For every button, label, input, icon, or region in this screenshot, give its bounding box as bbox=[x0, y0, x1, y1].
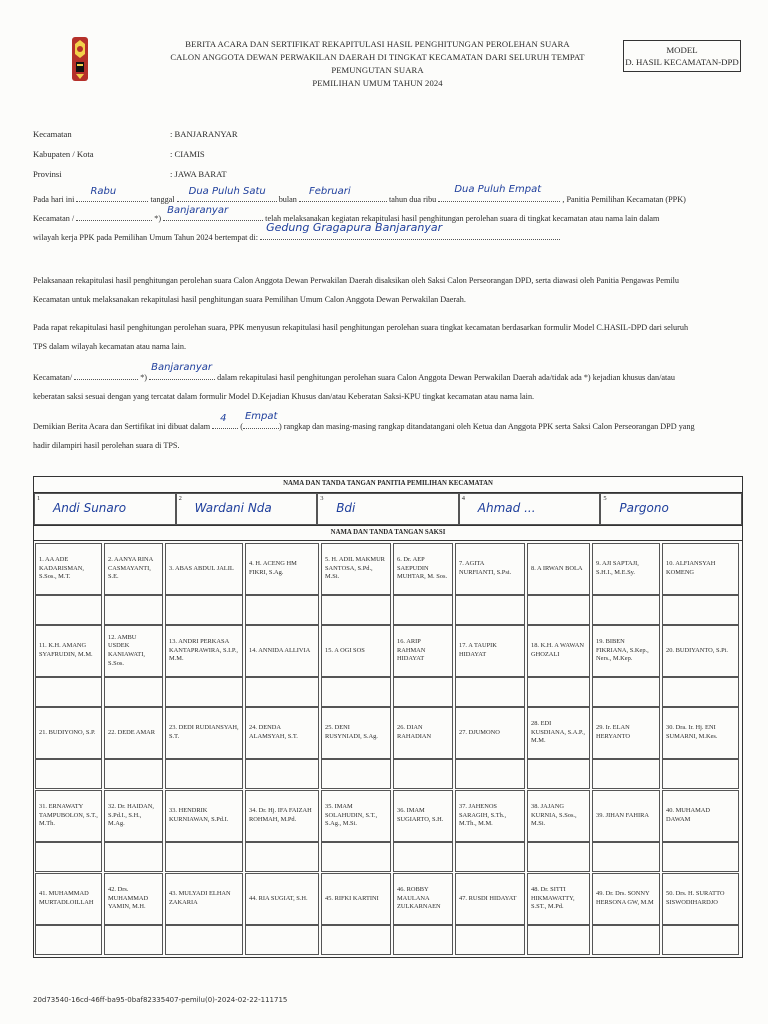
saksi-name-cell bbox=[245, 790, 319, 842]
paragraph-demikian-line-2: hadir dilampiri hasil perolehan suara di TPS. bbox=[33, 441, 180, 450]
saksi-name: 20. BUDIYANTO, S.Pi. bbox=[666, 646, 729, 654]
saksi-signature-cell bbox=[245, 595, 319, 625]
saksi-signature-cell bbox=[592, 677, 660, 707]
saksi-grid bbox=[34, 541, 742, 957]
saksi-name: 47. RUSDI HIDAYAT bbox=[459, 894, 517, 902]
tahun-field bbox=[438, 184, 560, 202]
saksi-name: 18. K.H. A WAWAN GHOZALI bbox=[531, 642, 584, 658]
saksi-name-cell bbox=[592, 790, 660, 842]
saksi-name: 4. H. ACENG HM FIKRI, S.Ag. bbox=[249, 560, 297, 576]
saksi-name-cell bbox=[393, 790, 453, 842]
ppk-header: NAMA DAN TANDA TANGAN PANITIA PEMILIHAN KECAMATAN bbox=[34, 477, 742, 493]
ppk-signature: Ahmad ... bbox=[477, 501, 536, 515]
saksi-signature-cell bbox=[393, 842, 453, 872]
pelaksanaan-line-2: Kecamatan untuk melaksanakan rekapitulasi hasil penghitungan suara Pemilihan Umum Calon Anggota Dewan Perwakilan Daerah. bbox=[33, 295, 466, 304]
saksi-name-cell bbox=[321, 873, 391, 925]
saksi-name: 15. A OGI SOS bbox=[325, 646, 365, 654]
saksi-name-cell bbox=[245, 707, 319, 759]
saksi-name: 6. Dr. AEP SAEPUDIN MUHTAR, M. Sos. bbox=[397, 556, 448, 581]
saksi-name: 22. DEDE AMAR bbox=[108, 728, 156, 736]
saksi-name: 49. Dr. Drs. SONNY HERSONA GW, M.M bbox=[596, 890, 654, 906]
demikian-rest: rangkap dan masing-masing rangkap ditandatangani oleh Ketua dan Anggota PPK serta Saksi Calon Perseorangan DPD yang bbox=[283, 422, 695, 431]
saksi-signature-cell bbox=[35, 595, 102, 625]
saksi-name-cell bbox=[104, 707, 163, 759]
kecamatan-field bbox=[163, 205, 263, 221]
saksi-signature-cell bbox=[455, 842, 525, 872]
saksi-name-cell bbox=[104, 543, 163, 595]
saksi-signature-cell bbox=[245, 842, 319, 872]
saksi-name: 27. DJUMONO bbox=[459, 728, 500, 736]
saksi-name: 44. RIA SUGIAT, S.H. bbox=[249, 894, 308, 902]
saksi-name-cell bbox=[165, 707, 243, 759]
paragraph-kejadian bbox=[33, 362, 745, 387]
ppk-signature-box bbox=[600, 493, 742, 525]
tempat-field bbox=[260, 221, 560, 240]
signature-table bbox=[33, 476, 743, 958]
saksi-signature-cell bbox=[245, 677, 319, 707]
saksi-signature-cell bbox=[455, 595, 525, 625]
saksi-name: 14. ANNIDA ALLIVIA bbox=[249, 646, 311, 654]
saksi-name: 40. MUHAMAD DAWAM bbox=[666, 807, 711, 823]
saksi-signature-cell bbox=[592, 595, 660, 625]
saksi-signature-cell bbox=[527, 677, 590, 707]
saksi-name-cell bbox=[35, 543, 102, 595]
kejadian-kecamatan-label: Kecamatan/ bbox=[33, 373, 73, 382]
saksi-signature-cell bbox=[245, 759, 319, 789]
saksi-name-cell bbox=[35, 873, 102, 925]
kejadian-field bbox=[149, 362, 215, 380]
model-box bbox=[623, 40, 741, 72]
saksi-name: 24. DENDA ALAMSYAH, S.T. bbox=[249, 724, 298, 740]
saksi-signature-cell bbox=[592, 842, 660, 872]
tanggal-label: tanggal bbox=[150, 195, 175, 204]
saksi-name: 36. IMAM SUGIARTO, S.H. bbox=[397, 807, 444, 823]
kejadian-dots bbox=[74, 370, 138, 380]
provinsi-value: : JAWA BARAT bbox=[170, 169, 227, 179]
pada-hari-ini: Pada hari ini bbox=[33, 195, 75, 204]
saksi-name-cell bbox=[662, 543, 739, 595]
saksi-name: 30. Dra. Ir. Hj. ENI SUMARNI, M.Kes. bbox=[666, 724, 718, 740]
paragraph-rapat bbox=[33, 318, 745, 356]
saksi-signature-cell bbox=[165, 759, 243, 789]
title-line-3: PEMILIHAN UMUM TAHUN 2024 bbox=[312, 78, 443, 88]
saksi-name-cell bbox=[393, 873, 453, 925]
saksi-name-cell bbox=[321, 625, 391, 677]
saksi-name: 50. Drs. H. SURATTO SISWODIHARDJO bbox=[666, 890, 725, 906]
saksi-signature-cell bbox=[455, 677, 525, 707]
ppk-signature: Wardani Nda bbox=[194, 501, 272, 515]
saksi-signature-cell bbox=[35, 759, 102, 789]
ppk-signature-row bbox=[34, 493, 742, 525]
saksi-name-cell bbox=[245, 625, 319, 677]
saksi-name: 31. ERNAWATY TAMPUBOLON, S.T., M.Th. bbox=[39, 803, 98, 828]
saksi-signature-cell bbox=[104, 595, 163, 625]
saksi-name: 32. Dr. HAIDAN, S.Pd.I., S.H., M.Ag. bbox=[108, 803, 154, 828]
ppk-signature: Andi Sunaro bbox=[53, 501, 127, 515]
saksi-name-cell bbox=[455, 543, 525, 595]
saksi-name-cell bbox=[662, 790, 739, 842]
ppk-signature-box bbox=[459, 493, 601, 525]
saksi-name-cell bbox=[527, 625, 590, 677]
saksi-name-cell bbox=[165, 543, 243, 595]
paragraph-date-line bbox=[33, 184, 743, 209]
saksi-name-cell bbox=[662, 625, 739, 677]
saksi-name: 43. MULYADI ELHAN ZAKARIA bbox=[169, 890, 231, 906]
saksi-name-cell bbox=[592, 873, 660, 925]
paragraph-pelaksanaan bbox=[33, 271, 745, 309]
saksi-name-cell bbox=[245, 873, 319, 925]
saksi-name-cell bbox=[393, 543, 453, 595]
saksi-name: 5. H. ADIL MAKMUR SANTOSA, S.Pd., M.Si. bbox=[325, 556, 385, 581]
saksi-signature-cell bbox=[662, 842, 739, 872]
saksi-name: 12. AMBU USDEK KANIAWATI, S.Sos. bbox=[108, 633, 145, 667]
saksi-name: 46. ROBBY MAULANA ZULKARNAEN bbox=[397, 886, 441, 911]
saksi-signature-cell bbox=[662, 677, 739, 707]
saksi-signature-cell bbox=[393, 677, 453, 707]
saksi-name-cell bbox=[527, 790, 590, 842]
bulan-label: bulan bbox=[278, 195, 297, 204]
saksi-signature-cell bbox=[592, 759, 660, 789]
saksi-signature-cell bbox=[527, 925, 590, 955]
saksi-name: 9. AJI SAPTAJI, S.H.I., M.E.Sy. bbox=[596, 560, 639, 576]
document-code: 20d73540-16cd-46ff-ba95-0baf82335407-pemilu(0)-2024-02-22-111715 bbox=[33, 996, 288, 1004]
provinsi-label: Provinsi bbox=[33, 169, 62, 179]
saksi-name-cell bbox=[245, 543, 319, 595]
saksi-name: 11. K.H. AMANG SYAFRUDIN, M.M. bbox=[39, 642, 93, 658]
bulan-hand: Februari bbox=[308, 186, 351, 197]
rangkap-word-field bbox=[243, 411, 279, 429]
saksi-signature-cell bbox=[393, 925, 453, 955]
saksi-signature-cell bbox=[245, 925, 319, 955]
saksi-name-cell bbox=[662, 873, 739, 925]
document-title bbox=[150, 38, 605, 90]
saksi-name: 13. ANDRI PERKASA KANTAPRAWIRA, S.I.P., M.M. bbox=[169, 638, 238, 663]
ppk-number: 2 bbox=[178, 495, 182, 502]
rapat-line-2: TPS dalam wilayah kecamatan atau nama lain. bbox=[33, 342, 187, 351]
saksi-name-cell bbox=[321, 707, 391, 759]
kecamatan-hand: Banjaranyar bbox=[167, 205, 229, 216]
saksi-signature-cell bbox=[662, 595, 739, 625]
saksi-name-cell bbox=[592, 707, 660, 759]
saksi-signature-cell bbox=[527, 595, 590, 625]
kabupaten-value: : CIAMIS bbox=[170, 149, 205, 159]
model-code: D. HASIL KECAMATAN-DPD bbox=[625, 57, 739, 67]
star-2: *) bbox=[140, 373, 148, 382]
demikian-start: Demikian Berita Acara dan Sertifikat ini dibuat dalam bbox=[33, 422, 211, 431]
saksi-name: 28. EDI KUSDIANA, S.A.P., M.M. bbox=[531, 720, 585, 745]
hari-field bbox=[76, 186, 148, 202]
saksi-signature-cell bbox=[104, 925, 163, 955]
telah-text: telah melaksanakan kegiatan rekapitulasi hasil penghitungan perolehan suara di tingkat kecamatan atau nama lain dalam bbox=[265, 214, 660, 223]
ppk-signature-box bbox=[176, 493, 318, 525]
saksi-name-cell bbox=[104, 873, 163, 925]
saksi-signature-cell bbox=[455, 925, 525, 955]
saksi-name: 25. DENI RUSYNIADI, S.Ag. bbox=[325, 724, 378, 740]
saksi-name: 38. JAJANG KURNIA, S.Sos., M.Si. bbox=[531, 803, 577, 828]
saksi-name: 26. DIAN RAHADIAN bbox=[397, 724, 432, 740]
saksi-name-cell bbox=[393, 625, 453, 677]
saksi-name-cell bbox=[455, 790, 525, 842]
saksi-name: 48. Dr. SITTI HIKMAWATTY, S.ST., M.Pd. bbox=[531, 886, 575, 911]
saksi-signature-cell bbox=[104, 759, 163, 789]
hari-hand: Rabu bbox=[90, 186, 117, 197]
saksi-name-cell bbox=[35, 790, 102, 842]
saksi-name: 16. ARIP RAHMAN HIDAYAT bbox=[397, 638, 426, 663]
rangkap-num-hand: 4 bbox=[220, 413, 227, 424]
saksi-name-cell bbox=[104, 790, 163, 842]
saksi-signature-cell bbox=[592, 925, 660, 955]
ppk-signature-box bbox=[34, 493, 176, 525]
saksi-name: 29. Ir. ELAN HERYANTO bbox=[596, 724, 630, 740]
saksi-name-cell bbox=[592, 543, 660, 595]
paragraph-wilayah-line bbox=[33, 221, 743, 247]
saksi-signature-cell bbox=[321, 925, 391, 955]
ppk-signature: Pargono bbox=[619, 501, 669, 515]
saksi-signature-cell bbox=[165, 925, 243, 955]
saksi-name: 23. DEDI RUDIANSYAH, S.T. bbox=[169, 724, 239, 740]
saksi-name-cell bbox=[104, 625, 163, 677]
saksi-name: 19. BIBEN FIKRIANA, S.Kep., Ners., M.Kep. bbox=[596, 638, 649, 663]
saksi-name: 42. Drs. MUHAMMAD YAMIN, M.H. bbox=[108, 886, 149, 911]
saksi-name-cell bbox=[393, 707, 453, 759]
rangkap-num-field bbox=[212, 413, 238, 429]
rapat-line-1: Pada rapat rekapitulasi hasil penghitungan perolehan suara, PPK menyusun rekapitulasi hasil penghitungan perolehan suara tingkat kecamatan berdasarkan formulir Model C.HASIL-DPD dari seluruh bbox=[33, 323, 689, 332]
tahun-label: tahun dua ribu bbox=[388, 195, 437, 204]
saksi-signature-cell bbox=[527, 842, 590, 872]
saksi-name: 34. Dr. Hj. IFA FAIZAH ROHMAH, M.Pd. bbox=[249, 807, 312, 823]
kecamatan-dots bbox=[76, 211, 152, 221]
saksi-signature-cell bbox=[455, 759, 525, 789]
saksi-name: 1. AA ADE KADARISMAN, S.Sos., M.T. bbox=[39, 556, 84, 581]
saksi-name: 3. ABAS ABDUL JALIL bbox=[169, 564, 234, 572]
title-line-2: CALON ANGGOTA DEWAN PERWAKILAN DAERAH DI TINGKAT KECAMATAN DARI SELURUH TEMPAT PEMUNGUTAN SUARA bbox=[170, 52, 585, 75]
saksi-signature-cell bbox=[104, 842, 163, 872]
saksi-name: 41. MUHAMMAD MURTADLOILLAH bbox=[39, 890, 94, 906]
model-label: MODEL bbox=[666, 45, 698, 55]
saksi-name-cell bbox=[662, 707, 739, 759]
saksi-name-cell bbox=[165, 625, 243, 677]
saksi-name-cell bbox=[527, 873, 590, 925]
saksi-name: 8. A IRWAN BOLA bbox=[531, 564, 583, 572]
saksi-name-cell bbox=[455, 873, 525, 925]
ppk-number: 4 bbox=[461, 495, 466, 502]
saksi-signature-cell bbox=[165, 595, 243, 625]
saksi-name-cell bbox=[527, 707, 590, 759]
panitia-label: , Panitia Pemilihan Kecamatan (PPK) bbox=[562, 195, 686, 204]
saksi-signature-cell bbox=[321, 595, 391, 625]
saksi-signature-cell bbox=[527, 759, 590, 789]
kejadian-hand: Banjaranyar bbox=[151, 362, 213, 373]
saksi-name-cell bbox=[321, 543, 391, 595]
title-line-1: BERITA ACARA DAN SERTIFIKAT REKAPITULASI HASIL PENGHITUNGAN PEROLEHAN SUARA bbox=[185, 39, 570, 49]
ppk-signature: Bdi bbox=[336, 501, 356, 515]
paragraph-demikian: Demikian Berita Acara dan Sertifikat ini dibuat dalam 4 ( Empat ) rangkap dan masing-masing rangkap ditandatangani oleh Ketua dan Anggota PPK serta Saksi Calon Perseorangan DPD yang bbox=[33, 417, 745, 436]
saksi-name: 35. IMAM SOLAHUDIN, S.T., S.Ag., M.Si. bbox=[325, 803, 378, 828]
saksi-name: 17. A TAUPIK HIDAYAT bbox=[459, 642, 497, 658]
saksi-name: 2. AANYA RINA CASMAYANTI, S.E. bbox=[108, 556, 153, 581]
saksi-signature-cell bbox=[35, 925, 102, 955]
ppk-signature-box bbox=[317, 493, 459, 525]
saksi-name-cell bbox=[35, 707, 102, 759]
saksi-name: 7. AGITA NURFIANTI, S.Psi. bbox=[459, 560, 512, 576]
ppk-number: 1 bbox=[37, 495, 41, 502]
saksi-name: 21. BUDIYONO, S.P. bbox=[39, 728, 96, 736]
saksi-signature-cell bbox=[35, 677, 102, 707]
pelaksanaan-line-1: Pelaksanaan rekapitulasi hasil penghitungan perolehan suara Calon Anggota Dewan Perwakilan Daerah disaksikan oleh Saksi Calon Perseorangan DPD, serta diawasi oleh Panitia Pengawas Pemilu bbox=[33, 276, 679, 285]
saksi-name-cell bbox=[165, 790, 243, 842]
saksi-signature-cell bbox=[321, 759, 391, 789]
saksi-signature-cell bbox=[321, 677, 391, 707]
saksi-name-cell bbox=[455, 707, 525, 759]
saksi-signature-cell bbox=[165, 677, 243, 707]
saksi-signature-cell bbox=[321, 842, 391, 872]
kejadian-rest: dalam rekapitulasi hasil penghitungan perolehan suara Calon Anggota Dewan Perwakilan Daerah ada/tidak ada *) kejadian khusus dan/atau bbox=[217, 373, 676, 382]
kecamatan-value: : BANJARANYAR bbox=[170, 129, 238, 139]
wilayah-text: wilayah kerja PPK pada Pemilihan Umum Tahun 2024 bertempat di: bbox=[33, 233, 259, 242]
ppk-number: 3 bbox=[320, 495, 324, 502]
kpu-logo bbox=[70, 36, 90, 82]
paragraph-kejadian-line-2: keberatan saksi sesuai dengan yang tercatat dalam formulir Model D.Kejadian Khusus dan/atau Keberatan Saksi-KPU tingkat kecamatan atau nama lain. bbox=[33, 392, 535, 401]
saksi-name-cell bbox=[455, 625, 525, 677]
tempat-hand: Gedung Gragapura Banjaranyar bbox=[266, 221, 443, 234]
kecamatan-label: Kecamatan bbox=[33, 129, 72, 139]
saksi-name: 37. JAHENOS SARAGIH, S.Th., M.Th., M.M. bbox=[459, 803, 507, 828]
saksi-name: 10. ALFIANSYAH KOMENG bbox=[666, 560, 716, 576]
tanggal-hand: Dua Puluh Satu bbox=[188, 186, 266, 197]
kecamatan-slash: Kecamatan / bbox=[33, 214, 75, 223]
kabupaten-label: Kabupaten / Kota bbox=[33, 149, 94, 159]
saksi-signature-cell bbox=[662, 759, 739, 789]
saksi-name-cell bbox=[35, 625, 102, 677]
saksi-name: 39. JIHAN FAHIRA bbox=[596, 811, 649, 819]
saksi-signature-cell bbox=[662, 925, 739, 955]
saksi-signature-cell bbox=[393, 759, 453, 789]
saksi-name: 45. RIFKI KARTINI bbox=[325, 894, 379, 902]
ppk-number: 5 bbox=[603, 495, 607, 502]
saksi-name-cell bbox=[527, 543, 590, 595]
bulan-field bbox=[299, 186, 387, 202]
saksi-signature-cell bbox=[35, 842, 102, 872]
saksi-signature-cell bbox=[393, 595, 453, 625]
saksi-signature-cell bbox=[104, 677, 163, 707]
saksi-header: NAMA DAN TANDA TANGAN SAKSI bbox=[34, 525, 742, 541]
saksi-signature-cell bbox=[165, 842, 243, 872]
saksi-name-cell bbox=[592, 625, 660, 677]
saksi-name: 33. HENDRIK KURNIAWAN, S.Pd.I. bbox=[169, 807, 229, 823]
tahun-hand: Dua Puluh Empat bbox=[454, 184, 542, 195]
saksi-name-cell bbox=[321, 790, 391, 842]
saksi-name-cell bbox=[165, 873, 243, 925]
rangkap-word-hand: Empat bbox=[244, 411, 278, 422]
star-1: *) bbox=[154, 214, 162, 223]
